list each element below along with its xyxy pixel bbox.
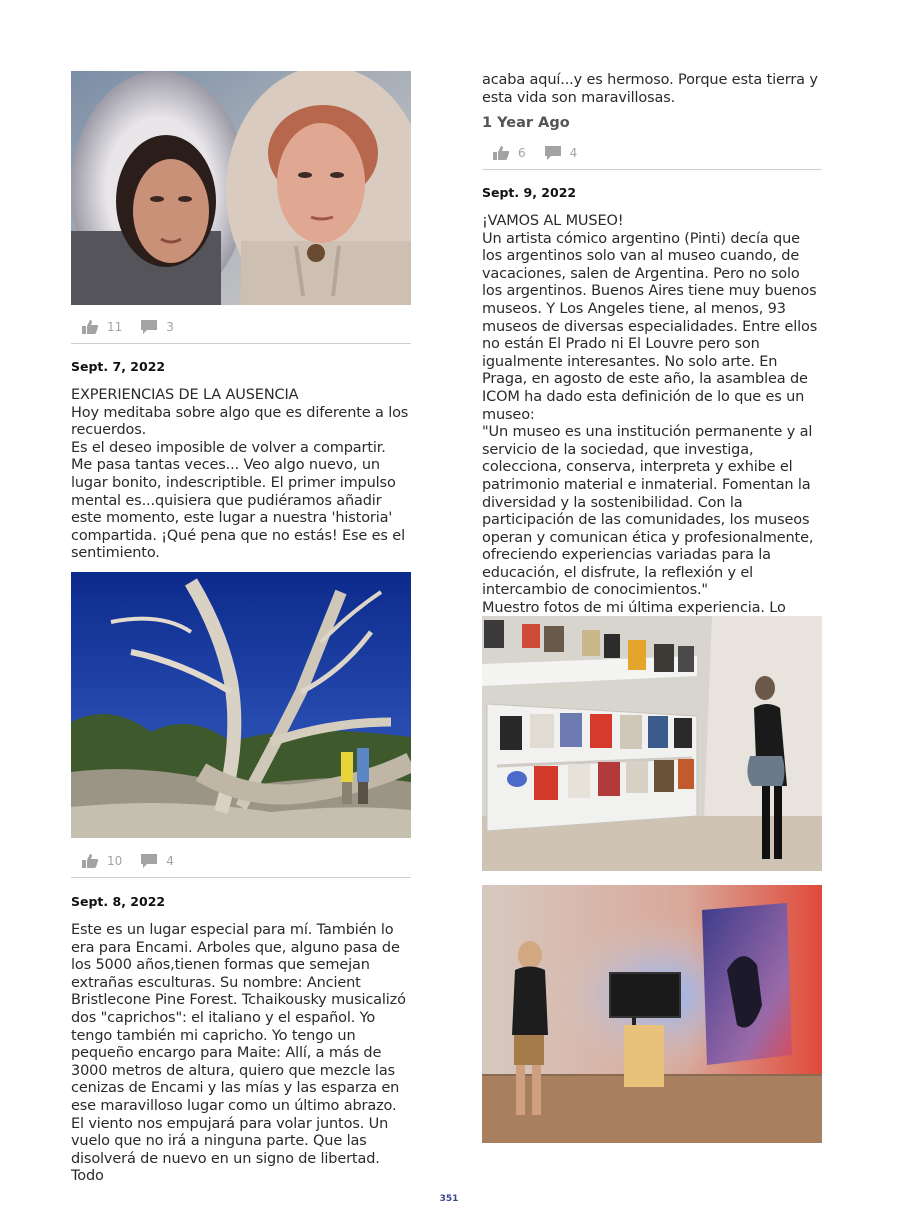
divider (482, 169, 822, 170)
like-icon[interactable] (81, 319, 99, 335)
post-text: Este es un lugar especial para mí. También lo era para Encami. Arboles que, alguno pasa de los 5000 años,tienen formas que semejan extrañas esculturas. Su nombre: Ancient Bristlecone Pine Forest. Tchaikousky musicalizó dos "caprichos": el italiano y el español. Yo tengo también mi capricho. Yo tengo un pequeño encargo para Maite: Allí, a más de 3000 metros de altura, quiero que mezcle las cenizas de Encami y las mías y las esparza en ese maravilloso lugar como un último abrazo. El viento nos empujará para volar juntos. Un vuelo que no irá a ninguna parte. Que las disolverá de nuevo en un signo de libertad. Todo (71, 922, 406, 1185)
like-count: 11 (107, 320, 123, 334)
photo-museum-installation (482, 885, 822, 1143)
photo-bristlecone-pine (71, 572, 411, 838)
post-reactions (81, 850, 192, 872)
like-count: 10 (107, 854, 123, 868)
comment-count: 3 (166, 320, 174, 334)
comment-icon[interactable] (140, 319, 158, 335)
photo-museum-magazine-wall (482, 616, 822, 871)
page-number: 351 (439, 1194, 459, 1204)
post-date: Sept. 9, 2022 (482, 185, 577, 200)
post-date: Sept. 8, 2022 (71, 894, 166, 909)
like-count: 6 (518, 146, 526, 160)
like-icon[interactable] (81, 853, 99, 869)
comment-icon[interactable] (140, 853, 158, 869)
like-icon[interactable] (492, 145, 510, 161)
comment-count: 4 (166, 854, 174, 868)
comment-count: 4 (569, 146, 578, 160)
divider (71, 877, 411, 878)
post-reactions (81, 316, 192, 338)
post-text: ¡VAMOS AL MUSEO! Un artista cómico argentino (Pinti) decía que los argentinos solo van al museo cuando, de vacaciones, salen de Argentina. Pero no solo los argentinos. Buenos Aires tiene muy buenos museos. Y Los Angeles tiene, al menos, 93 museos de diversas especialidades. Entre ellos no están El Prado ni El Louvre pero son igualmente interesantes. No solo arte. En Praga, en agosto de este año, la asamblea de ICOM ha dado esta definición de lo que es un museo: "Un museo es una institución permanente y al servicio de la sociedad, que investiga, colecciona, conserva, interpreta y exhibe el patrimonio material e inmaterial. Fomentan la diversidad y la sostenibilidad. Con la participación de las comunidades, los museos operan y comunican ética y profesionalmente, ofreciendo experiencias variadas para la educación, el disfrute, la reflexión y el intercambio de conocimientos." Muestro fotos de mi última experiencia. Lo (482, 213, 818, 617)
post-reactions (492, 142, 595, 164)
post-date: Sept. 7, 2022 (71, 359, 166, 374)
post-text: EXPERIENCIAS DE LA AUSENCIA Hoy meditaba sobre algo que es diferente a los recuerdos. Es el deseo imposible de volver a compartir. Me pasa tantas veces... Veo algo nuevo, un lugar bonito, indescriptible. El primer impulso mental es...quisiera que pudiéramos añadir este momento, este lugar a nuestra 'historia' compartida. ¡Qué pena que no estás! Ese es el sentimiento. (71, 387, 409, 562)
photo-two-women-hoods (71, 71, 411, 305)
post-text-continued: acaba aquí...y es hermoso. Porque esta tierra y esta vida son maravillosas. (482, 72, 818, 106)
divider (71, 343, 411, 344)
comment-icon[interactable] (544, 145, 562, 161)
post-age: 1 Year Ago (482, 115, 570, 131)
